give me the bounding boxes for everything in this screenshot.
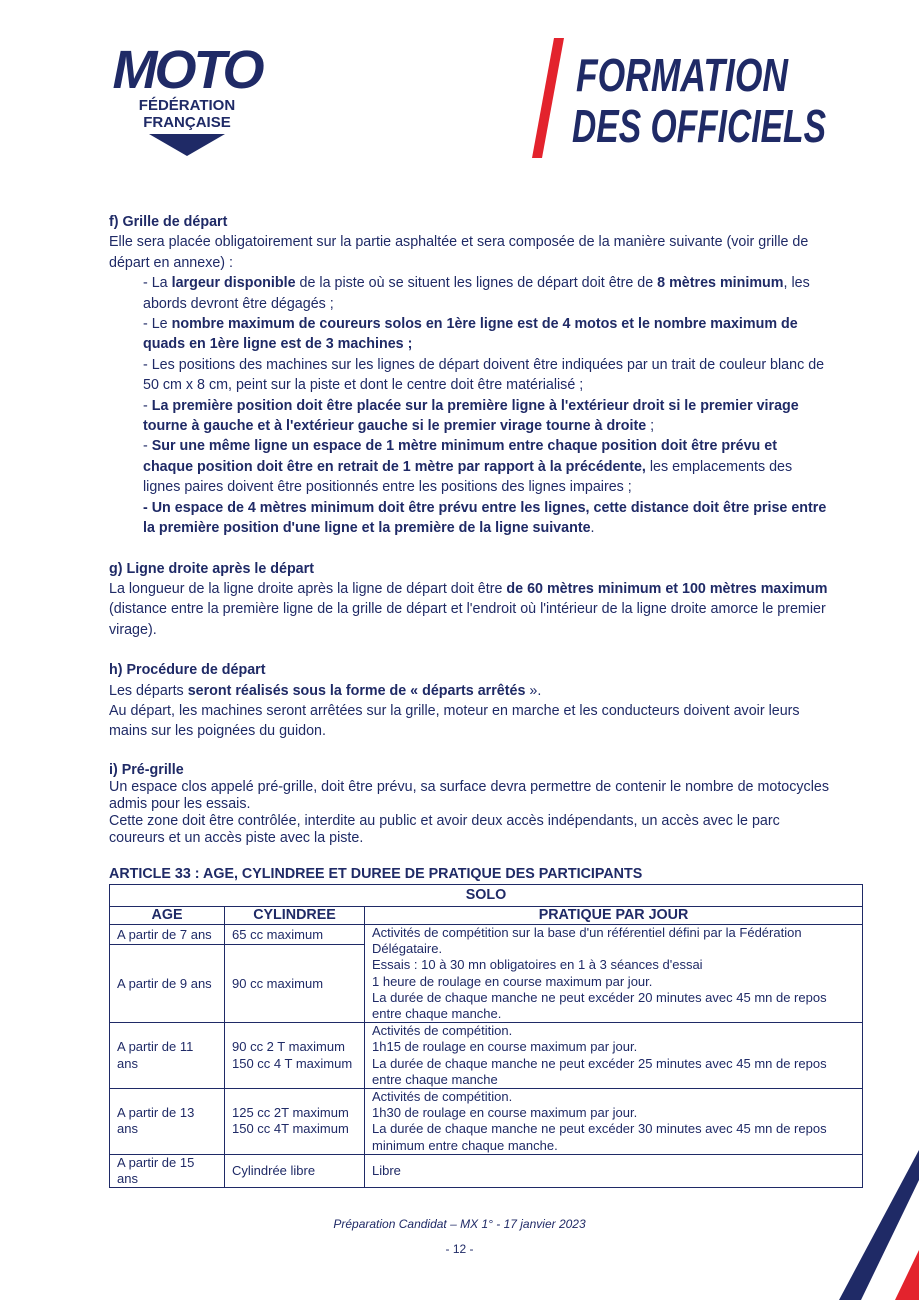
red-slash [532, 38, 564, 158]
table-row [110, 925, 863, 945]
cylindree-cell: 90 cc 2 T maximum 150 cc 4 T maximum [225, 1023, 365, 1089]
section-g-title: g) Ligne droite après le départ [109, 560, 314, 577]
age-cell: A partir de 9 ans [110, 945, 225, 1023]
pratique-cell: Activités de compétition sur la base d'un référentiel défini par la Fédération Délégataire. Essais : 10 à 30 mn obligatoires en 1 à 3 séances d'essai 1 heure de roulage en course maximum par jour. La durée de chaque manche ne peut excéder 20 minutes avec 45 mn de repos entre chaque manche. [365, 925, 863, 1023]
cylindree-cell: 65 cc maximum [225, 925, 365, 945]
des-officiels-text: DES OFFICIELS [572, 100, 827, 152]
table-title: SOLO [110, 885, 863, 907]
corner-stripes-decoration [839, 1150, 919, 1300]
section-h-title: h) Procédure de départ [109, 662, 266, 679]
section-h-text-2: Au départ, les machines seront arrêtées sur la grille, moteur en marche et les conducteurs doivent avoir leurs mains sur les poignées du guidon. [109, 702, 800, 740]
section-f-intro: Elle sera placée obligatoirement sur la partie asphaltée et sera composée de la manière suivante (voir grille de départ en annexe) : [109, 234, 809, 271]
logo-francaise-text: FRANÇAISE [143, 114, 231, 131]
section-f-bullet-5: - Sur une même ligne un espace de 1 mètre minimum entre chaque position doit être prévu et chaque position doit être en retrait de 1 mètre par rapport à la précédente, les emplacements des lignes paires doivent être positionnés entre les positions des lignes impaires ; [143, 438, 793, 496]
section-i-text-1: Un espace clos appelé pré-grille, doit être prévu, sa surface devra permettre de contenir le nombre de motocycles admis pour les essais. [109, 778, 829, 812]
formation-text: FORMATION [576, 49, 789, 101]
col-age-header: AGE [110, 907, 225, 925]
col-cylindree-header: CYLINDREE [225, 907, 365, 925]
section-f-bullet-4: - La première position doit être placée sur la première ligne à l'extérieur droit si le premier virage tourne à gauche et à l'extérieur gauche si le premier virage tourne à droite ; [143, 397, 799, 435]
section-f-title: f) Grille de départ [109, 214, 228, 230]
logo-moto-text: MOTO [112, 40, 262, 100]
footer-text: Préparation Candidat – MX 1° - 17 janvier 2023 [333, 1217, 586, 1231]
solo-table [109, 884, 863, 1188]
logo-chevron [149, 134, 225, 156]
section-h-text-1: Les départs seront réalisés sous la forme de « départs arrêtés ». [109, 682, 542, 699]
article-33-title: ARTICLE 33 : AGE, CYLINDREE ET DUREE DE PRATIQUE DES PARTICIPANTS [109, 866, 643, 882]
pratique-cell: Activités de compétition. 1h15 de roulage en course maximum par jour. La durée de chaque manche ne peut excéder 25 minutes avec 45 mn de repos entre chaque manche [365, 1023, 863, 1089]
cylindree-cell: 90 cc maximum [225, 945, 365, 1023]
col-pratique-header: PRATIQUE PAR JOUR [365, 907, 863, 925]
section-i-title: i) Pré-grille [109, 761, 184, 778]
age-cell: A partir de 13 ans [110, 1089, 225, 1155]
section-i-text-2: Cette zone doit être contrôlée, interdite au public et avoir deux accès indépendants, un accès avec le parc coureurs et un accès piste avec la piste. [109, 812, 780, 846]
formation-officiels-logo [528, 36, 838, 161]
table-row [110, 1023, 863, 1089]
age-cell: A partir de 15 ans [110, 1154, 225, 1187]
section-f-bullet-3: - Les positions des machines sur les lignes de départ doivent être indiquées par un trait de couleur blanc de 50 cm x 8 cm, peint sur la piste et dont le centre doit être matérialisé ; [143, 356, 825, 394]
section-f-bullet-6: - Un espace de 4 mètres minimum doit être prévu entre les lignes, cette distance doit être prise entre la première position d'une ligne et la première de la ligne suivante. [143, 499, 827, 537]
section-f-bullet-1: - La largeur disponible de la piste où se situent les lignes de départ doit être de 8 mètres minimum, les abords devront être dégagés ; [143, 275, 810, 312]
page-number: - 12 - [445, 1242, 474, 1256]
logo-federation-text: FÉDÉRATION [138, 97, 236, 114]
age-cell: A partir de 11 ans [110, 1023, 225, 1089]
age-cell: A partir de 7 ans [110, 925, 225, 945]
section-g-text: La longueur de la ligne droite après la ligne de départ doit être de 60 mètres minimum et 100 mètres maximum (distance entre la première ligne de la grille de départ et l'endroit où l'intérieur de la ligne droite amorce le premier virage). [109, 580, 828, 638]
cylindree-cell: Cylindrée libre [225, 1154, 365, 1187]
cylindree-cell: 125 cc 2T maximum 150 cc 4T maximum [225, 1089, 365, 1155]
document-body [109, 212, 829, 847]
table-row [110, 1089, 863, 1155]
section-f-bullet-2: - Le nombre maximum de coureurs solos en 1ère ligne est de 4 motos et le nombre maximum de quads en 1ère ligne est de 3 machines ; [143, 316, 798, 353]
table-row [110, 1154, 863, 1187]
pratique-cell: Activités de compétition. 1h30 de roulage en course maximum par jour. La durée de chaque manche ne peut excéder 30 minutes avec 45 mn de repos minimum entre chaque manche. [365, 1089, 863, 1155]
pratique-cell: Libre [365, 1154, 863, 1187]
ffm-logo [105, 36, 275, 158]
